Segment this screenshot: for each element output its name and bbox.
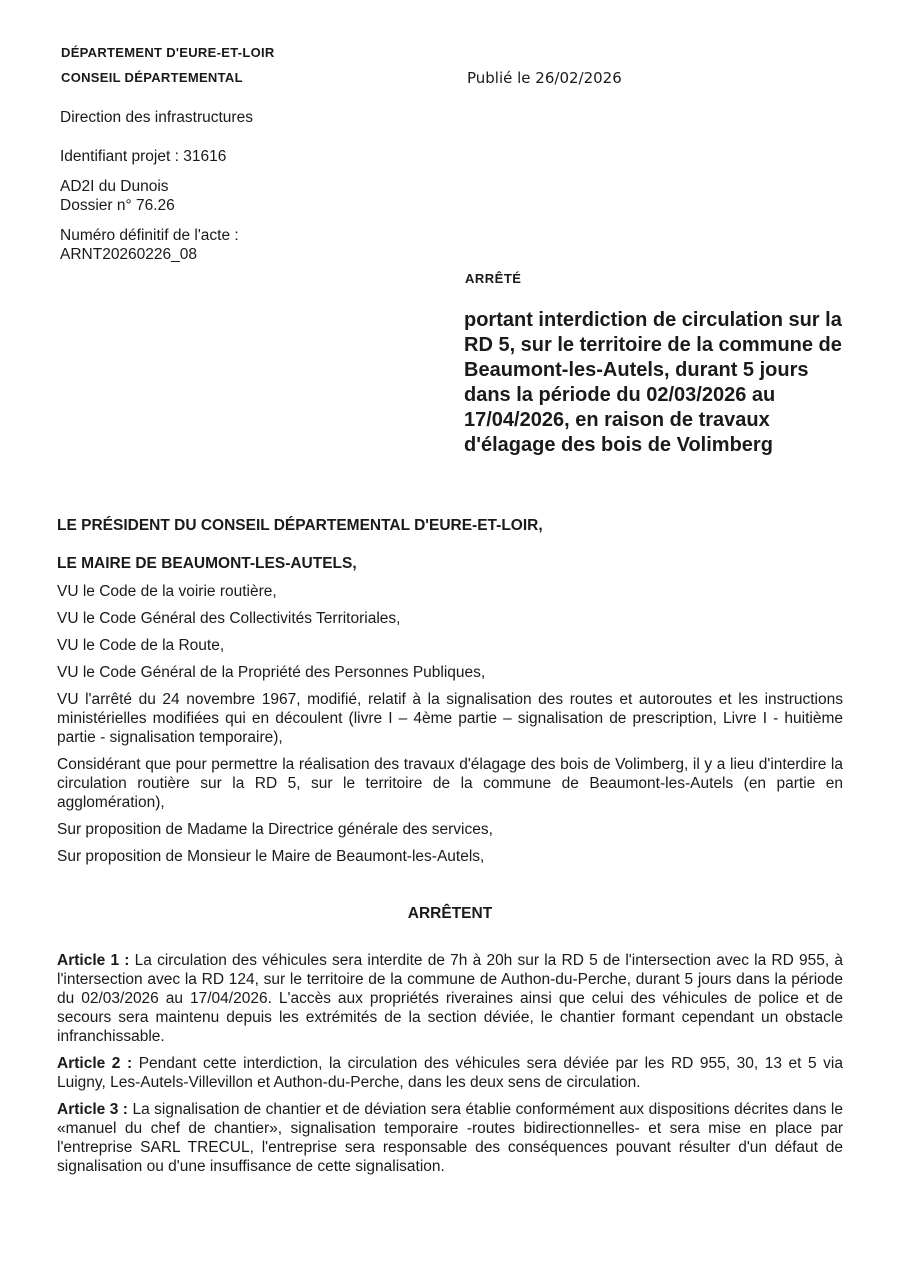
article-label: Article 1 : — [57, 952, 130, 969]
visas-list — [57, 582, 843, 874]
visa-item: VU le Code de la voirie routière, — [57, 583, 277, 600]
article-label: Article 2 : — [57, 1055, 133, 1072]
visa-item: VU le Code Général des Collectivités Territoriales, — [57, 610, 401, 627]
article-text: La signalisation de chantier et de déviation sera établie conformément aux dispositions décrites dans le «manuel du chef de chantier», signalisation temporaire -routes bidirectionnelles- et sera mise en place par l'entreprise SARL TRECUL, l'entreprise sera responsable des conséquences pouvant résulter d'un défaut de signalisation ou d'une insuffisance de cette signalisation. — [57, 1101, 843, 1175]
article-1 — [57, 951, 843, 1046]
visa-item: Sur proposition de Monsieur le Maire de Beaumont-les-Autels, — [57, 848, 485, 865]
ad2i: AD2I du Dunois — [60, 178, 169, 195]
president-title: LE PRÉSIDENT DU CONSEIL DÉPARTEMENTAL D'EURE-ET-LOIR, — [57, 517, 543, 534]
arrete-subject: portant interdiction de circulation sur la RD 5, sur le territoire de la commune de Beaumont-les-Autels, durant 5 jours dans la période du 02/03/2026 au 17/04/2026, en raison de travaux d'élagage des bois de Volimberg — [464, 309, 842, 456]
council-name: CONSEIL DÉPARTEMENTAL — [61, 70, 243, 85]
articles-list — [57, 951, 843, 1184]
publication-date: Publié le 26/02/2026 — [467, 69, 622, 87]
act-number-label: Numéro définitif de l'acte : — [60, 227, 239, 244]
act-number: ARNT20260226_08 — [60, 246, 198, 263]
department-name: DÉPARTEMENT D'EURE-ET-LOIR — [61, 45, 275, 60]
article-text: Pendant cette interdiction, la circulation des véhicules sera déviée par les RD 955, 30, 13 et 5 via Luigny, Les-Autels-Villevillon et Authon-du-Perche, dans les deux sens de circulation. — [57, 1055, 843, 1091]
direction: Direction des infrastructures — [60, 109, 253, 126]
decision-title: ARRÊTENT — [407, 905, 493, 922]
dossier-number: Dossier n° 76.26 — [60, 197, 175, 214]
article-2 — [57, 1054, 843, 1092]
article-text: La circulation des véhicules sera interdite de 7h à 20h sur la RD 5 de l'intersection avec la RD 955, à l'intersection avec la RD 124, sur le territoire de la commune de Authon-du-Perche, durant 5 jours dans la période du 02/03/2026 au 17/04/2026. L'accès aux propriétés riveraines ainsi que celui des véhicules de police et de secours sera maintenu depuis les extrémités de la section déviée, le chantier formant cependant un obstacle infranchissable. — [57, 952, 843, 1045]
article-label: Article 3 : — [57, 1101, 128, 1118]
project-id: Identifiant projet : 31616 — [60, 148, 227, 165]
visa-item: VU le Code de la Route, — [57, 637, 225, 654]
visa-item: Considérant que pour permettre la réalisation des travaux d'élagage des bois de Volimberg, il y a lieu d'interdire la circulation routière sur la RD 5, sur le territoire de la commune de Beaumont-les-Autels (en partie en agglomération), — [57, 756, 843, 811]
article-3 — [57, 1100, 843, 1176]
visa-item: VU l'arrêté du 24 novembre 1967, modifié, relatif à la signalisation des routes et autoroutes et les instructions ministérielles modifiées qui en découlent (livre I – 4ème partie – signalisation de prescription, Livre I - huitième partie - signalisation temporaire), — [57, 691, 843, 746]
visa-item: VU le Code Général de la Propriété des Personnes Publiques, — [57, 664, 486, 681]
mayor-title: LE MAIRE DE BEAUMONT-LES-AUTELS, — [57, 555, 357, 572]
visa-item: Sur proposition de Madame la Directrice générale des services, — [57, 821, 493, 838]
arrete-label: ARRÊTÉ — [465, 271, 522, 286]
